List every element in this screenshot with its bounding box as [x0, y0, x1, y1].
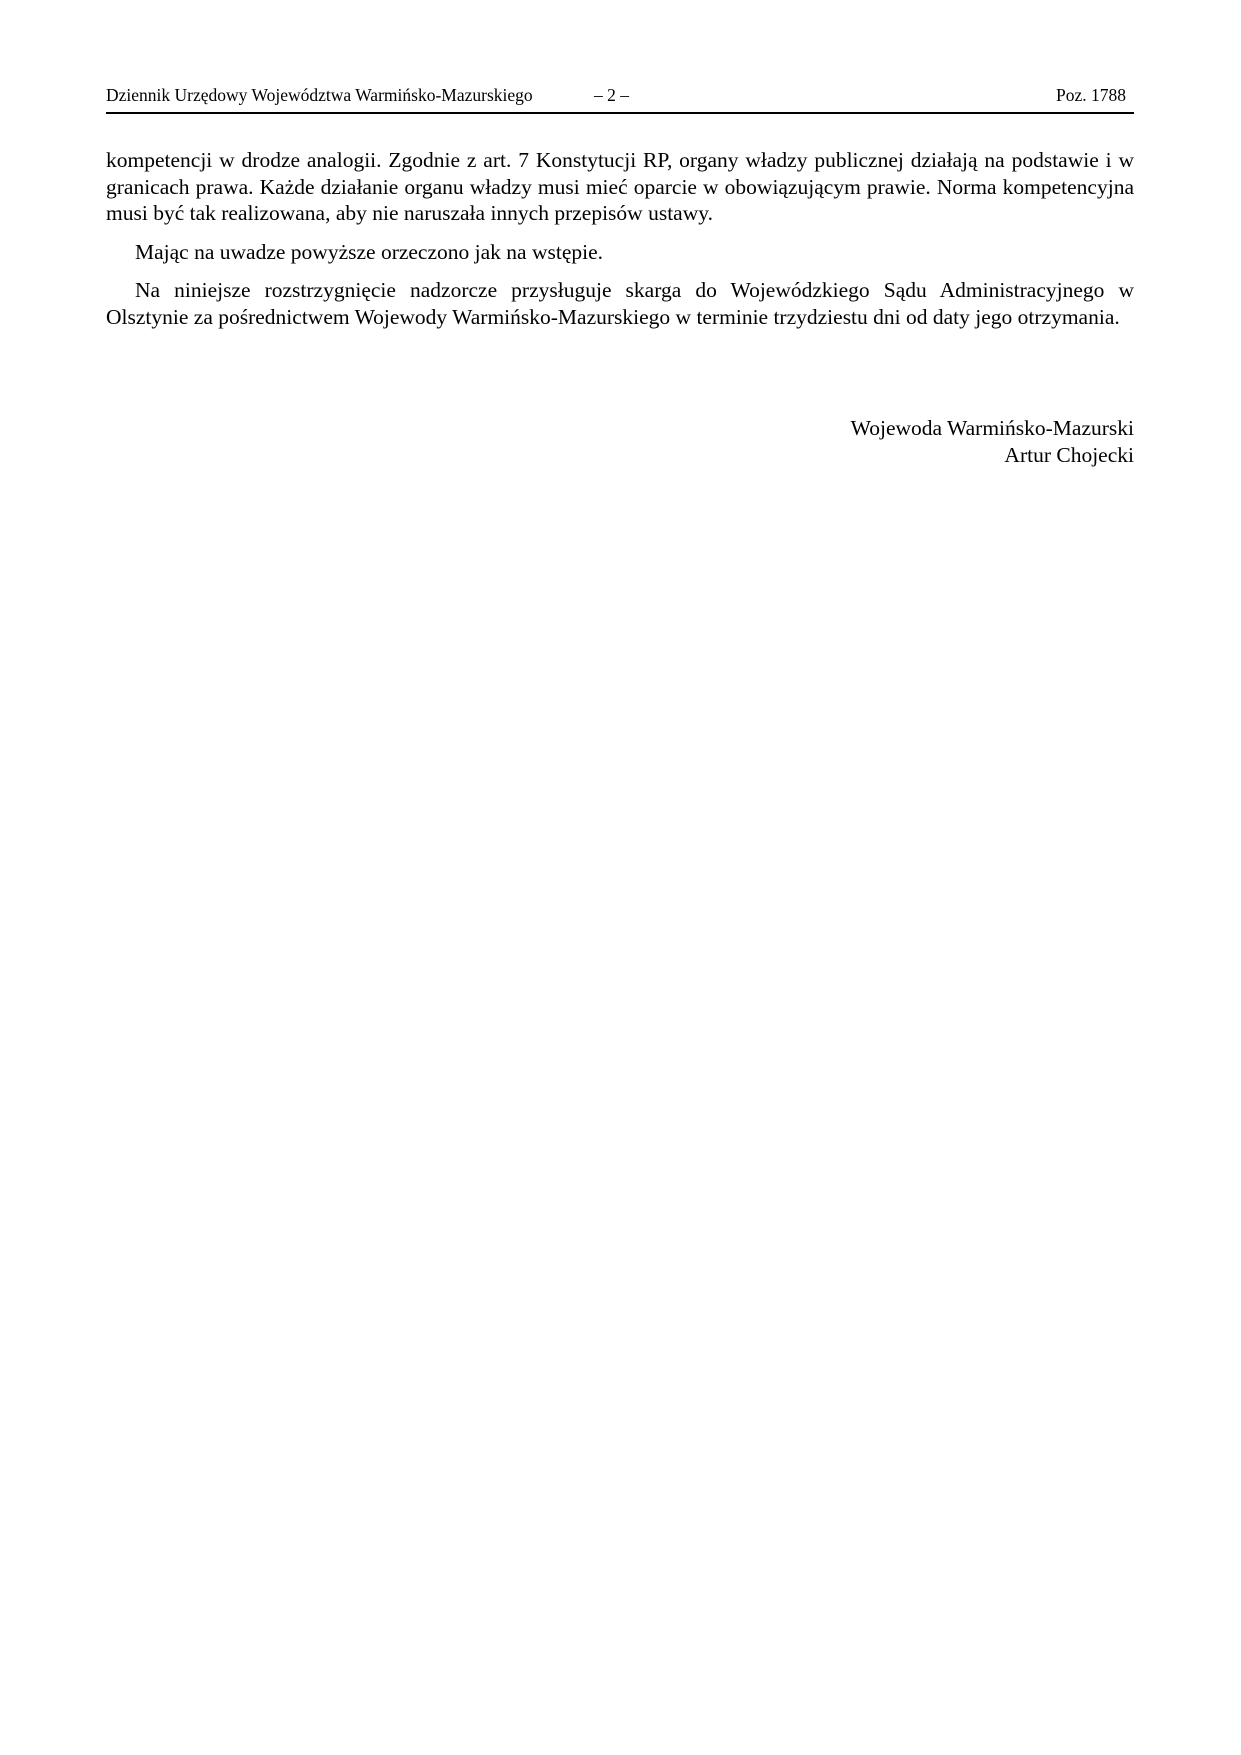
paragraph-appeal-notice: Na niniejsze rozstrzygnięcie nadzorcze przysługuje skarga do Wojewódzkiego Sądu Administracyjnego w Olsztynie za pośrednictwem Wojewody Warmińsko-Mazurskiego w terminie trzydziestu dni od daty jego otrzymania.	[106, 278, 1134, 329]
header-divider	[106, 112, 1134, 114]
journal-title: Dziennik Urzędowy Województwa Warmińsko-Mazurskiego	[106, 85, 533, 105]
signature-block	[851, 415, 1134, 469]
signatory-office: Wojewoda Warmińsko-Mazurski	[850, 416, 1134, 440]
paragraph-competence: kompetencji w drodze analogii. Zgodnie z art. 7 Konstytucji RP, organy władzy publicznej działają na podstawie i w granicach prawa. Każde działanie organu władzy musi mieć oparcie w obowiązującym prawie. Norma kompetencyjna musi być tak realizowana, aby nie naruszała innych przepisów ustawy.	[106, 148, 1134, 225]
paragraph-ruling: Mając na uwadze powyższe orzeczono jak na wstępie.	[135, 239, 604, 264]
position-number: Poz. 1788	[1056, 85, 1126, 105]
page-number: – 2 –	[594, 85, 629, 105]
document-body	[106, 147, 1134, 342]
page-header	[106, 84, 1134, 114]
signatory-name: Artur Chojecki	[1004, 443, 1134, 467]
